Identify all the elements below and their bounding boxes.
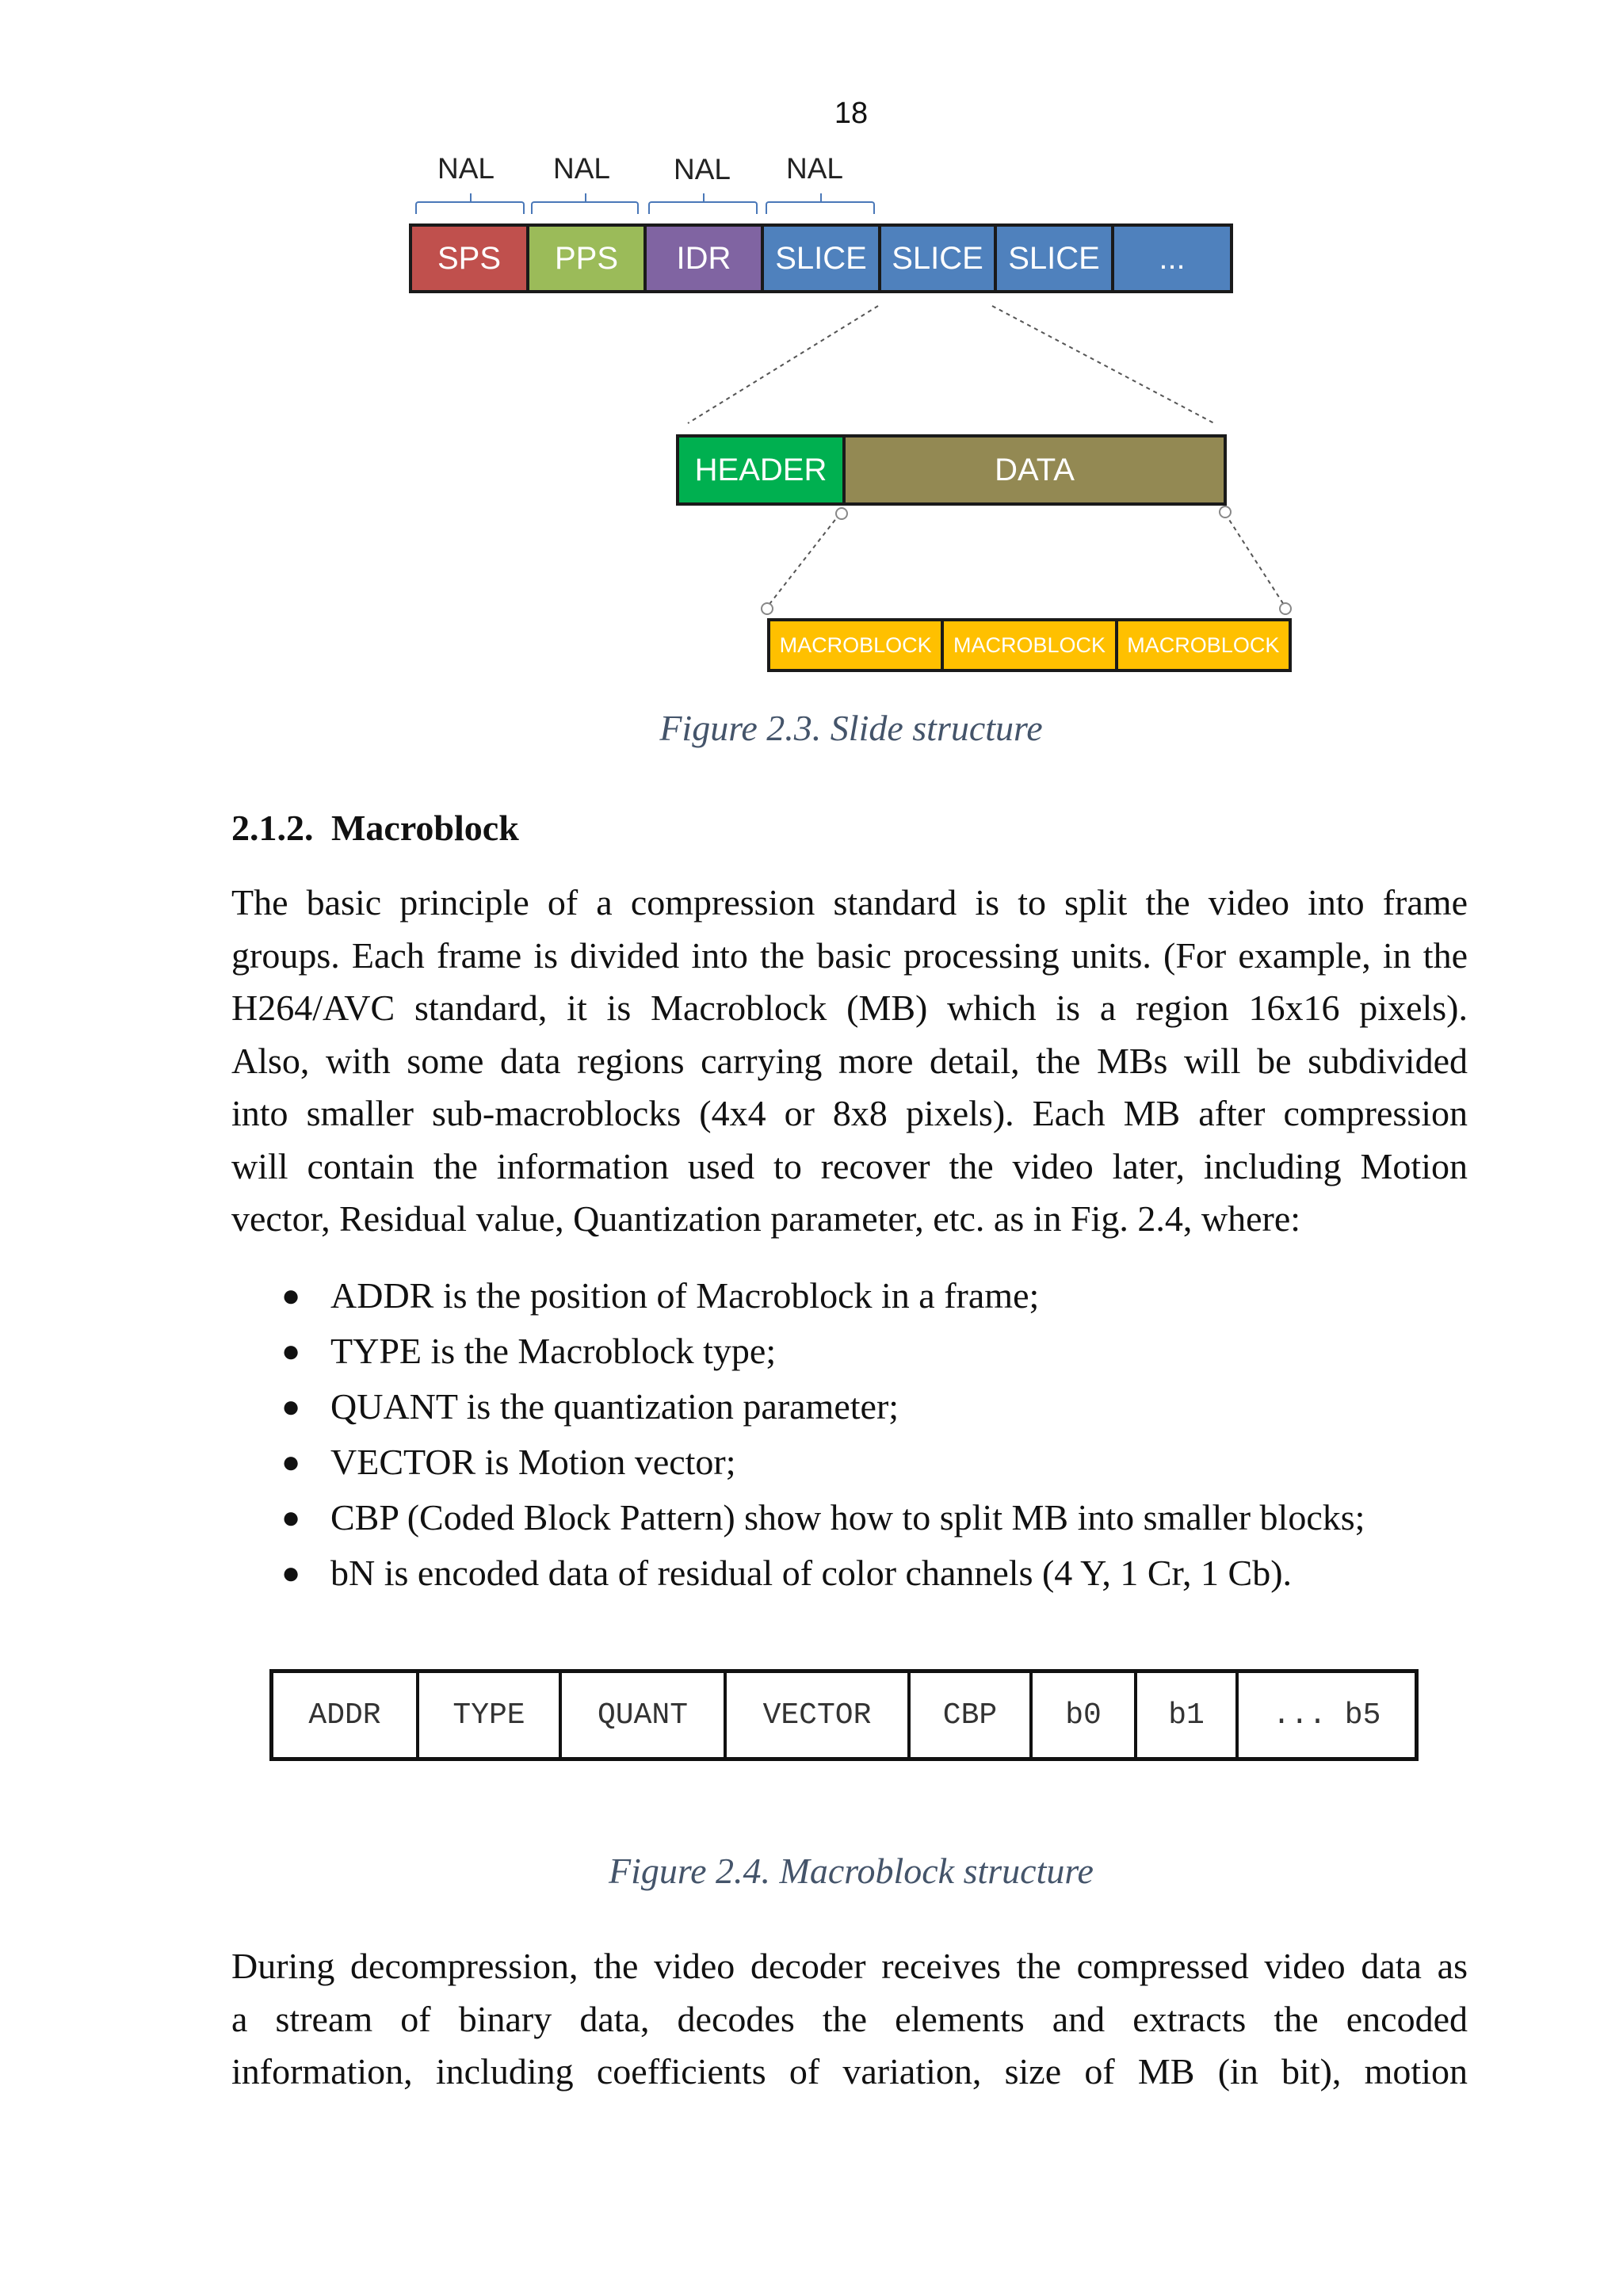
field-b0: b0 (1033, 1673, 1137, 1757)
figure-connectors (0, 0, 1623, 713)
macroblock-cell: MACROBLOCK (1118, 621, 1289, 669)
paragraph-line: information, including coefficients of variation, size of MB (in bit), motion (231, 2051, 1468, 2092)
list-item (281, 1435, 1518, 1490)
connector-end (762, 603, 773, 614)
field-vector: VECTOR (727, 1673, 911, 1757)
paragraph-line: a stream of binary data, decodes the elements and extracts the encoded (231, 1998, 1468, 2039)
nal-label: NAL (553, 152, 610, 185)
nal-unit-label: SPS (437, 240, 502, 276)
nal-unit-label: ... (1159, 240, 1186, 276)
connector-line (992, 306, 1214, 423)
list-item (281, 1268, 1518, 1324)
field-addr: ADDR (273, 1673, 419, 1757)
field-cbp: CBP (911, 1673, 1033, 1757)
bullet-dot-icon: ● (281, 1555, 301, 1591)
section-title: Macroblock (331, 808, 519, 848)
section-heading (231, 807, 519, 849)
slice-part-label: HEADER (694, 452, 827, 487)
paragraph-line: into smaller sub-macroblocks (4x4 or 8x8 pixels). Each MB after compression (231, 1093, 1468, 1133)
field-quant: QUANT (562, 1673, 727, 1757)
field-type: TYPE (419, 1673, 562, 1757)
nal-unit-label: SLICE (892, 240, 983, 276)
list-item-text: ADDR is the position of Macroblock in a frame; (330, 1275, 1040, 1316)
field-b1: b1 (1137, 1673, 1239, 1757)
list-item (281, 1379, 1518, 1435)
field-b5: ... b5 (1272, 1698, 1381, 1733)
list-item-text: VECTOR is Motion vector; (330, 1442, 736, 1482)
connector-end (1280, 603, 1291, 614)
bullet-dot-icon: ● (281, 1444, 301, 1480)
figure-caption: Figure 2.3. Slide structure (659, 708, 1043, 748)
nal-unit-label: SLICE (1008, 240, 1100, 276)
slice-part-label: DATA (995, 452, 1075, 487)
paragraph-line: During decompression, the video decoder receives the compressed video data as (231, 1946, 1468, 1986)
macroblock-cell: MACROBLOCK (944, 621, 1117, 669)
bullet-list (281, 1268, 1518, 1601)
list-item-text: bN is encoded data of residual of color channels (4 Y, 1 Cr, 1 Cb). (330, 1553, 1293, 1593)
connector-end (836, 508, 847, 519)
nal-label: NAL (786, 152, 843, 185)
paragraph-line: will contain the information used to recover the video later, including Motion (231, 1145, 1468, 1186)
connector-end (1220, 506, 1231, 518)
macroblock-cell: MACROBLOCK (770, 621, 944, 669)
connector-line (688, 306, 878, 423)
list-item-text: TYPE is the Macroblock type; (330, 1331, 777, 1371)
paragraph-line: groups. Each frame is divided into the basic processing units. (For example, in the (231, 934, 1468, 976)
paragraph-line: H264/AVC standard, it is Macroblock (MB) which is a region 16x16 pixels). (231, 988, 1468, 1028)
nal-unit-label: PPS (554, 240, 619, 276)
bullet-dot-icon: ● (281, 1389, 301, 1424)
slice-structure (676, 434, 1227, 506)
list-item-text: QUANT is the quantization parameter; (330, 1386, 899, 1427)
paragraph-line: Also, with some data regions carrying more detail, the MBs will be subdivided (231, 1040, 1468, 1081)
section-number: 2.1.2. (231, 808, 314, 848)
nal-unit-label: IDR (676, 240, 731, 276)
bullet-dot-icon: ● (281, 1499, 301, 1535)
nal-unit-label: SLICE (775, 240, 867, 276)
nal-label: NAL (437, 152, 495, 185)
list-item (281, 1545, 1518, 1601)
paragraph-line: The basic principle of a compression standard is to split the video into frame (231, 882, 1468, 923)
connector-line (1225, 514, 1285, 607)
list-item (281, 1324, 1518, 1379)
paragraph-line: vector, Residual value, Quantization parameter, etc. as in Fig. 2.4, where: (231, 1198, 1301, 1239)
bullet-dot-icon: ● (281, 1333, 301, 1369)
body-paragraph (231, 877, 1468, 1246)
page-number: 18 (834, 97, 869, 130)
connector-line (767, 514, 840, 607)
list-item-text: CBP (Coded Block Pattern) show how to split MB into smaller blocks; (330, 1497, 1365, 1538)
nal-label: NAL (674, 153, 731, 185)
figure-caption: Figure 2.4. Macroblock structure (609, 1851, 1094, 1891)
bullet-dot-icon: ● (281, 1278, 301, 1313)
slice-data (846, 437, 1224, 502)
slice-header (679, 437, 846, 502)
list-item (281, 1490, 1518, 1545)
body-paragraph (231, 1940, 1468, 2099)
macroblock-row (767, 618, 1292, 672)
macroblock-structure-table (269, 1669, 1419, 1761)
